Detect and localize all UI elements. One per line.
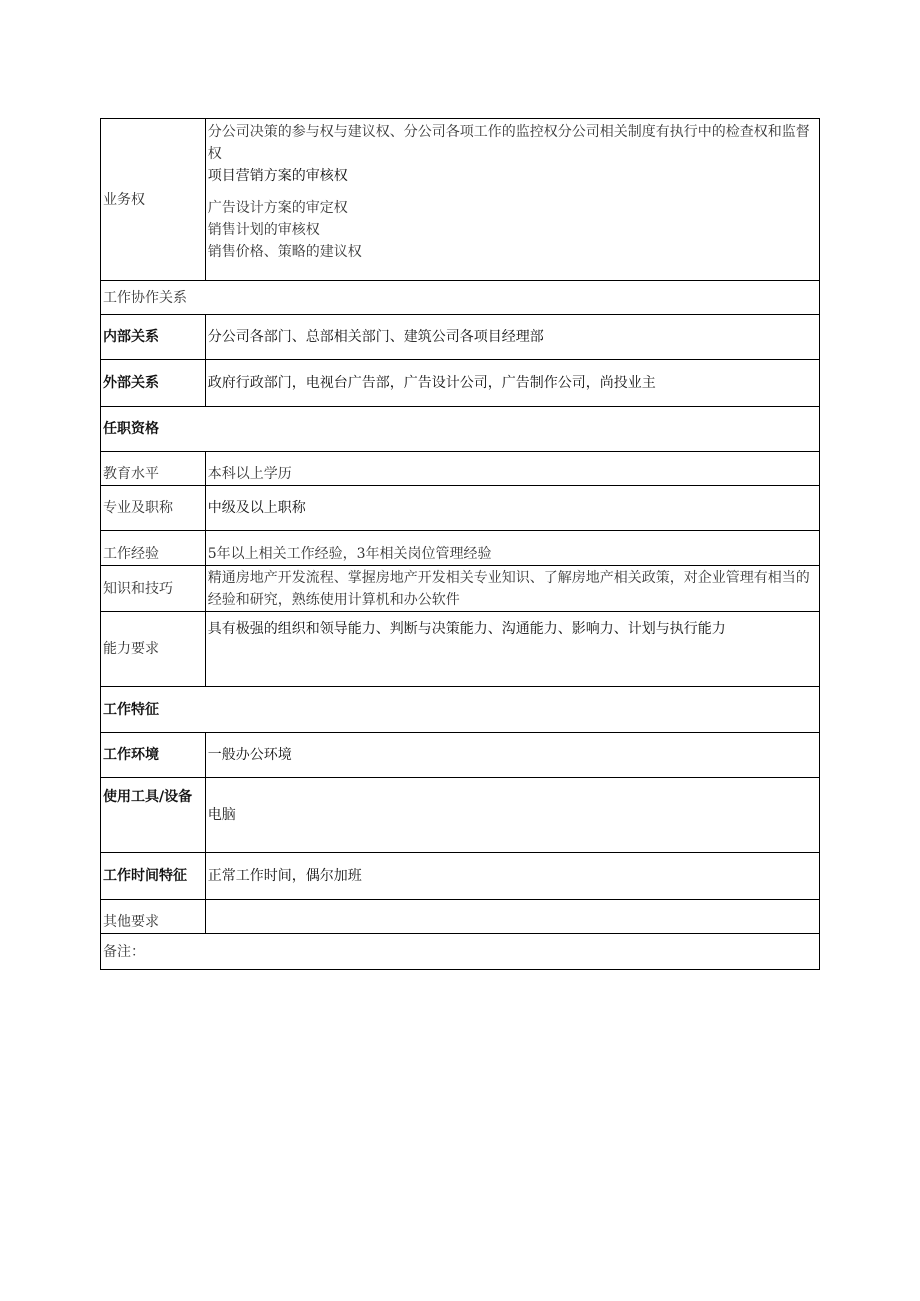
professional-title-label: 专业及职称 <box>101 486 206 531</box>
ability-row <box>101 612 820 687</box>
professional-title-row <box>101 486 820 531</box>
internal-relations-value: 分公司各部门、总部相关部门、建筑公司各项目经理部 <box>205 315 819 360</box>
knowledge-label: 知识和技巧 <box>101 566 206 612</box>
experience-row <box>101 531 820 566</box>
tools-label: 使用工具/设备 <box>101 778 206 853</box>
external-relations-row <box>101 360 820 407</box>
work-time-row <box>101 853 820 900</box>
remarks-row <box>101 934 820 970</box>
education-row <box>101 452 820 486</box>
tools-row <box>101 778 820 853</box>
work-environment-label: 工作环境 <box>101 733 206 778</box>
knowledge-value: 精通房地产开发流程、掌握房地产开发相关专业知识、了解房地产相关政策，对企业管理有相当的经验和研究，熟练使用计算机和办公软件 <box>205 566 819 612</box>
business-rights-item: 项目营销方案的审核权 <box>207 168 348 184</box>
business-rights-label: 业务权 <box>101 119 206 281</box>
business-rights-row <box>101 119 820 281</box>
internal-relations-label: 内部关系 <box>101 315 206 360</box>
qualifications-section-title: 任职资格 <box>101 407 820 452</box>
education-label: 教育水平 <box>101 452 206 486</box>
job-description-table <box>100 118 820 970</box>
work-time-label: 工作时间特征 <box>101 853 206 900</box>
ability-value: 具有极强的组织和领导能力、判断与决策能力、沟通能力、影响力、计划与执行能力 <box>205 612 819 687</box>
business-rights-item: 销售价格、策略的建议权 <box>207 244 362 260</box>
work-environment-row <box>101 733 820 778</box>
work-features-section-row <box>101 687 820 733</box>
other-requirements-value <box>205 900 819 934</box>
work-features-section-title: 工作特征 <box>101 687 820 733</box>
ability-label: 能力要求 <box>101 612 206 687</box>
tools-value: 电脑 <box>205 778 819 853</box>
business-rights-item: 销售计划的审核权 <box>207 222 320 238</box>
business-rights-item: 分公司决策的参与权与建议权、分公司各项工作的监控权分公司相关制度有执行中的检查权和监督权 <box>207 124 810 162</box>
business-rights-item: 广告设计方案的审定权 <box>207 200 348 216</box>
experience-label: 工作经验 <box>101 531 206 566</box>
cooperation-section-title: 工作协作关系 <box>101 281 820 315</box>
external-relations-label: 外部关系 <box>101 360 206 407</box>
other-requirements-row <box>101 900 820 934</box>
qualifications-section-row <box>101 407 820 452</box>
business-rights-list <box>205 119 819 281</box>
remarks-label: 备注： <box>101 934 820 970</box>
education-value: 本科以上学历 <box>205 452 819 486</box>
professional-title-value: 中级及以上职称 <box>205 486 819 531</box>
internal-relations-row <box>101 315 820 360</box>
knowledge-row <box>101 566 820 612</box>
experience-value: 5年以上相关工作经验，3年相关岗位管理经验 <box>205 531 819 566</box>
cooperation-section-row <box>101 281 820 315</box>
work-environment-value: 一般办公环境 <box>205 733 819 778</box>
other-requirements-label: 其他要求 <box>101 900 206 934</box>
work-time-value: 正常工作时间，偶尔加班 <box>205 853 819 900</box>
external-relations-value: 政府行政部门，电视台广告部，广告设计公司，广告制作公司，尚投业主 <box>205 360 819 407</box>
